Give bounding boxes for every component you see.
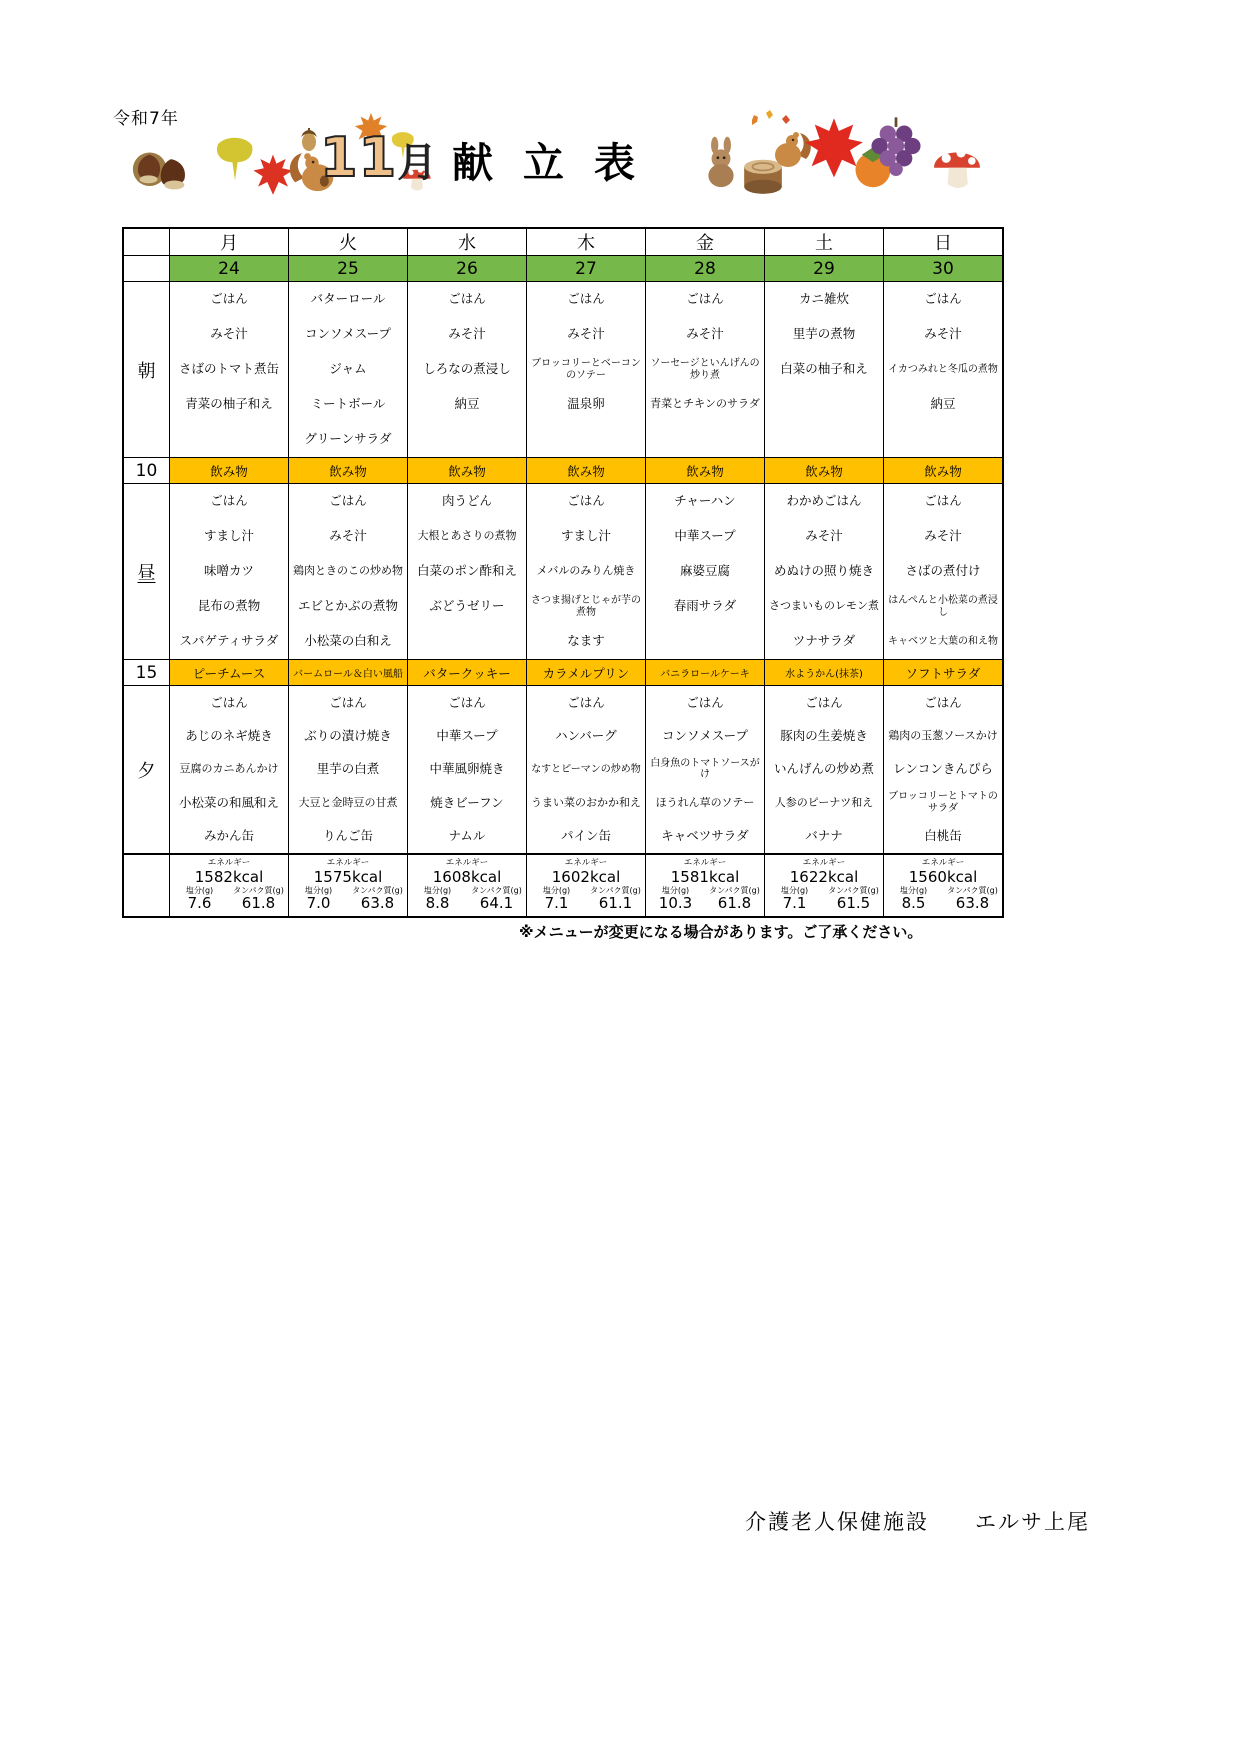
fifteen-oclock-row xyxy=(124,659,1002,685)
month-number: 11 xyxy=(320,126,398,189)
menu-item: すまし汁 xyxy=(203,528,254,544)
breakfast-cell-sun xyxy=(883,282,1002,457)
salt-value: 7.1 xyxy=(782,894,807,913)
menu-item: ブロッコリーとベーコンのソテー xyxy=(531,358,641,381)
nutrition-sun xyxy=(883,855,1002,916)
protein-label: タンパク質(g) xyxy=(471,885,522,895)
menu-item: ミートボール xyxy=(310,396,386,412)
menu-item: ごはん xyxy=(329,694,367,710)
protein-label: タンパク質(g) xyxy=(233,885,284,895)
menu-item: ごはん xyxy=(805,694,843,710)
menu-item: みそ汁 xyxy=(448,326,486,342)
menu-item: スパゲティサラダ xyxy=(179,633,279,649)
menu-item: バナナ xyxy=(805,828,843,844)
row-label-dinner: 夕 xyxy=(137,760,156,782)
energy-label: エネルギー xyxy=(564,858,608,869)
breakfast-cell-mon xyxy=(169,282,288,457)
breakfast-cell-fri xyxy=(645,282,764,457)
menu-item: ツナサラダ xyxy=(792,633,856,649)
day-header-sat: 土 xyxy=(764,229,883,255)
row-label-fifteen: 15 xyxy=(135,662,158,683)
menu-item: わかめごはん xyxy=(786,493,862,509)
kcal-value: 1582kcal xyxy=(194,867,264,886)
salt-value: 7.0 xyxy=(306,894,331,913)
menu-item: ごはん xyxy=(567,493,605,509)
menu-item: 納豆 xyxy=(930,396,956,412)
energy-label: エネルギー xyxy=(445,858,489,869)
menu-item: エビとかぶの煮物 xyxy=(297,598,398,614)
drink-cell-thu: 飲み物 xyxy=(526,458,645,483)
lunch-cell-sun xyxy=(883,484,1002,659)
salt-label: 塩分(g) xyxy=(423,885,452,895)
protein-value: 63.8 xyxy=(360,894,395,913)
menu-item: ごはん xyxy=(567,694,605,710)
dinner-cell-sat xyxy=(764,686,883,853)
nutrition-fri xyxy=(645,855,764,916)
day-header-mon: 月 xyxy=(169,229,288,255)
menu-item: 白身魚のトマトソースがけ xyxy=(650,757,760,781)
menu-item: ブロッコリーとトマトのサラダ xyxy=(888,791,998,814)
menu-item: しろなの煮浸し xyxy=(423,361,511,377)
menu-item: グリーンサラダ xyxy=(304,431,392,447)
snack-cell-tue: バームロール＆白い風船 xyxy=(288,660,407,685)
menu-item: キャベツと大葉の和え物 xyxy=(888,635,998,647)
kcal-value: 1602kcal xyxy=(551,867,621,886)
menu-item: ぶどうゼリー xyxy=(429,598,505,614)
snack-cell-wed: バタークッキー xyxy=(407,660,526,685)
salt-label: 塩分(g) xyxy=(780,885,809,895)
menu-item: 小松菜の白和え xyxy=(304,633,392,649)
breakfast-cell-tue xyxy=(288,282,407,457)
date-thu: 27 xyxy=(526,256,645,281)
menu-item: コンソメスープ xyxy=(304,326,391,342)
salt-label: 塩分(g) xyxy=(542,885,571,895)
menu-item: 中華風卵焼き xyxy=(429,761,505,777)
menu-item: さばの煮付け xyxy=(905,563,981,579)
lunch-cell-thu xyxy=(526,484,645,659)
menu-item: ごはん xyxy=(686,291,724,307)
mushroom-icon xyxy=(929,138,985,196)
protein-value: 61.1 xyxy=(598,894,633,913)
day-header-fri: 金 xyxy=(645,229,764,255)
salt-label: 塩分(g) xyxy=(899,885,928,895)
grapes-icon xyxy=(868,116,924,180)
lunch-cell-sat xyxy=(764,484,883,659)
dinner-cell-mon xyxy=(169,686,288,853)
menu-item: ごはん xyxy=(924,694,962,710)
menu-item: 味噌カツ xyxy=(203,563,254,579)
menu-item: 里芋の煮物 xyxy=(792,326,856,342)
nutrition-sat xyxy=(764,855,883,916)
menu-item: 春雨サラダ xyxy=(673,598,737,614)
menu-item: 大豆と金時豆の甘煮 xyxy=(298,795,398,809)
kcal-value: 1575kcal xyxy=(313,867,383,886)
dinner-cell-fri xyxy=(645,686,764,853)
protein-value: 61.8 xyxy=(241,894,276,913)
day-header-sun: 日 xyxy=(883,229,1002,255)
menu-item: みそ汁 xyxy=(329,528,367,544)
date-wed: 26 xyxy=(407,256,526,281)
menu-item: コンソメスープ xyxy=(661,727,748,743)
kcal-value: 1581kcal xyxy=(670,867,740,886)
menu-item: ごはん xyxy=(924,493,962,509)
menu-item: ごはん xyxy=(686,694,724,710)
snack-cell-sat: 水ようかん(抹茶) xyxy=(764,660,883,685)
menu-item: みそ汁 xyxy=(924,326,962,342)
dinner-row xyxy=(124,685,1002,853)
salt-value: 7.6 xyxy=(187,894,212,913)
menu-item: チャーハン xyxy=(674,493,736,509)
drink-cell-sun: 飲み物 xyxy=(883,458,1002,483)
menu-item: ごはん xyxy=(924,291,962,307)
menu-item: カニ雑炊 xyxy=(798,291,849,307)
menu-item: うまい菜のおかか和え xyxy=(531,795,641,809)
protein-label: タンパク質(g) xyxy=(947,885,998,895)
menu-item: さつま揚げとじゃが芋の煮物 xyxy=(531,595,641,618)
menu-item: 鶏肉の玉葱ソースかけ xyxy=(888,728,998,742)
row-label-ten: 10 xyxy=(135,460,158,481)
day-header-thu: 木 xyxy=(526,229,645,255)
breakfast-cell-sat xyxy=(764,282,883,457)
menu-item: りんご缶 xyxy=(322,828,373,844)
menu-item: 青菜の柚子和え xyxy=(185,396,273,412)
menu-item: ごはん xyxy=(329,493,367,509)
menu-item: ジャム xyxy=(329,361,367,377)
salt-label: 塩分(g) xyxy=(185,885,214,895)
kcal-value: 1560kcal xyxy=(908,867,978,886)
menu-item: さつまいものレモン煮 xyxy=(769,599,879,613)
nutrition-row xyxy=(124,853,1002,916)
dinner-cell-tue xyxy=(288,686,407,853)
drink-cell-tue: 飲み物 xyxy=(288,458,407,483)
ten-oclock-row xyxy=(124,457,1002,483)
menu-item: 大根とあさりの煮物 xyxy=(417,529,517,543)
menu-item: みそ汁 xyxy=(924,528,962,544)
date-fri: 28 xyxy=(645,256,764,281)
energy-label: エネルギー xyxy=(683,858,727,869)
facility-name: 介護老人保健施設 エルサ上尾 xyxy=(745,1510,1090,1534)
protein-value: 61.8 xyxy=(717,894,752,913)
nutrition-mon xyxy=(169,855,288,916)
menu-item: パイン缶 xyxy=(560,828,611,844)
snack-cell-thu: カラメルプリン xyxy=(526,660,645,685)
protein-label: タンパク質(g) xyxy=(590,885,641,895)
menu-item: メバルのみりん焼き xyxy=(536,564,636,578)
kcal-value: 1622kcal xyxy=(789,867,859,886)
energy-label: エネルギー xyxy=(921,858,965,869)
menu-item: ごはん xyxy=(567,291,605,307)
menu-item: はんぺんと小松菜の煮浸し xyxy=(888,595,998,618)
energy-label: エネルギー xyxy=(802,858,846,869)
protein-value: 61.5 xyxy=(836,894,871,913)
date-label-cell xyxy=(124,256,169,281)
energy-label: エネルギー xyxy=(207,858,251,869)
corner-cell xyxy=(124,229,169,255)
menu-item: なすとピーマンの炒め物 xyxy=(531,763,641,775)
era-year: 令和7年 xyxy=(113,109,179,129)
menu-item: イカつみれと冬瓜の煮物 xyxy=(888,363,998,375)
dinner-cell-sun xyxy=(883,686,1002,853)
breakfast-cell-wed xyxy=(407,282,526,457)
menu-item: 昆布の煮物 xyxy=(197,598,261,614)
month-label xyxy=(320,126,437,189)
menu-item: みそ汁 xyxy=(805,528,843,544)
row-label-breakfast: 朝 xyxy=(137,360,156,382)
lunch-cell-mon xyxy=(169,484,288,659)
protein-label: タンパク質(g) xyxy=(352,885,403,895)
menu-item: バターロール xyxy=(310,291,386,307)
menu-item: ほうれん草のソテー xyxy=(655,795,755,809)
date-row xyxy=(124,255,1002,281)
salt-value: 8.8 xyxy=(425,894,450,913)
menu-item: みそ汁 xyxy=(210,326,248,342)
nutrition-wed xyxy=(407,855,526,916)
nutrition-label-cell xyxy=(124,855,169,916)
protein-label: タンパク質(g) xyxy=(828,885,879,895)
salt-value: 10.3 xyxy=(658,894,693,913)
menu-item: 白菜の柚子和え xyxy=(780,361,868,377)
menu-item: 里芋の白煮 xyxy=(316,761,380,777)
date-sun: 30 xyxy=(883,256,1002,281)
menu-item: ナムル xyxy=(448,828,486,844)
lunch-row xyxy=(124,483,1002,659)
menu-item: すまし汁 xyxy=(560,528,611,544)
protein-value: 63.8 xyxy=(955,894,990,913)
menu-item: 白桃缶 xyxy=(924,828,962,844)
lunch-cell-tue xyxy=(288,484,407,659)
menu-item: 肉うどん xyxy=(441,493,492,509)
salt-value: 7.1 xyxy=(544,894,569,913)
menu-item: 青菜とチキンのサラダ xyxy=(650,397,760,411)
menu-item: キャベツサラダ xyxy=(661,828,749,844)
menu-item: 焼きビーフン xyxy=(430,794,504,810)
chestnuts-icon xyxy=(127,139,197,199)
protein-value: 64.1 xyxy=(479,894,514,913)
lunch-cell-wed xyxy=(407,484,526,659)
menu-item: みかん缶 xyxy=(203,828,254,844)
lunch-cell-fri xyxy=(645,484,764,659)
menu-change-note: ※メニューが変更になる場合があります。ご了承ください。 xyxy=(519,923,923,941)
menu-item: 小松菜の和風和え xyxy=(178,794,279,810)
menu-item: ごはん xyxy=(448,291,486,307)
date-tue: 25 xyxy=(288,256,407,281)
nutrition-thu xyxy=(526,855,645,916)
energy-label: エネルギー xyxy=(326,858,370,869)
protein-label: タンパク質(g) xyxy=(709,885,760,895)
menu-item: 麻婆豆腐 xyxy=(679,563,730,579)
menu-item: 白菜のポン酢和え xyxy=(416,563,517,579)
menu-item: ハンバーグ xyxy=(555,727,617,743)
menu-item: レンコンきんぴら xyxy=(893,761,993,777)
menu-item: 豚肉の生姜焼き xyxy=(780,727,868,743)
menu-item: あじのネギ焼き xyxy=(185,727,273,743)
dinner-cell-thu xyxy=(526,686,645,853)
menu-item: 人参のピーナツ和え xyxy=(774,795,874,809)
menu-item: 豆腐のカニあんかけ xyxy=(179,762,279,776)
month-kanji: 月 xyxy=(397,140,438,186)
salt-value: 8.5 xyxy=(901,894,926,913)
menu-item: 納豆 xyxy=(454,396,480,412)
breakfast-cell-thu xyxy=(526,282,645,457)
row-label-lunch: 昼 xyxy=(137,562,156,584)
snack-cell-mon: ピーチムース xyxy=(169,660,288,685)
menu-item: なます xyxy=(567,633,605,649)
page-title: 献立表 xyxy=(452,139,665,187)
date-sat: 29 xyxy=(764,256,883,281)
drink-cell-sat: 飲み物 xyxy=(764,458,883,483)
rabbit-icon xyxy=(700,128,742,202)
dinner-cell-wed xyxy=(407,686,526,853)
kcal-value: 1608kcal xyxy=(432,867,502,886)
menu-item: 鶏肉ときのこの炒め物 xyxy=(293,564,403,578)
menu-item: ごはん xyxy=(210,694,248,710)
menu-table xyxy=(122,227,1004,918)
menu-item: 中華スープ xyxy=(436,727,498,743)
salt-label: 塩分(g) xyxy=(304,885,333,895)
breakfast-row xyxy=(124,281,1002,457)
drink-cell-wed: 飲み物 xyxy=(407,458,526,483)
menu-item: みそ汁 xyxy=(686,326,724,342)
snack-cell-sun: ソフトサラダ xyxy=(883,660,1002,685)
day-header-wed: 水 xyxy=(407,229,526,255)
menu-item: ぶりの漬け焼き xyxy=(304,727,392,743)
day-header-tue: 火 xyxy=(288,229,407,255)
snack-cell-fri: バニラロールケーキ xyxy=(645,660,764,685)
drink-cell-mon: 飲み物 xyxy=(169,458,288,483)
menu-item: めぬけの照り焼き xyxy=(773,563,874,579)
salt-label: 塩分(g) xyxy=(661,885,690,895)
menu-item: いんげんの炒め煮 xyxy=(773,761,874,777)
menu-item: 中華スープ xyxy=(674,528,736,544)
menu-item: ごはん xyxy=(448,694,486,710)
menu-item: ソーセージといんげんの炒り煮 xyxy=(650,358,760,381)
drink-cell-fri: 飲み物 xyxy=(645,458,764,483)
menu-item: ごはん xyxy=(210,291,248,307)
menu-item: ごはん xyxy=(210,493,248,509)
menu-item: みそ汁 xyxy=(567,326,605,342)
menu-item: さばのトマト煮缶 xyxy=(178,361,279,377)
day-header-row xyxy=(124,229,1002,255)
menu-item: 温泉卵 xyxy=(567,396,605,412)
acorn-icon xyxy=(299,126,319,156)
nutrition-tue xyxy=(288,855,407,916)
date-mon: 24 xyxy=(169,256,288,281)
